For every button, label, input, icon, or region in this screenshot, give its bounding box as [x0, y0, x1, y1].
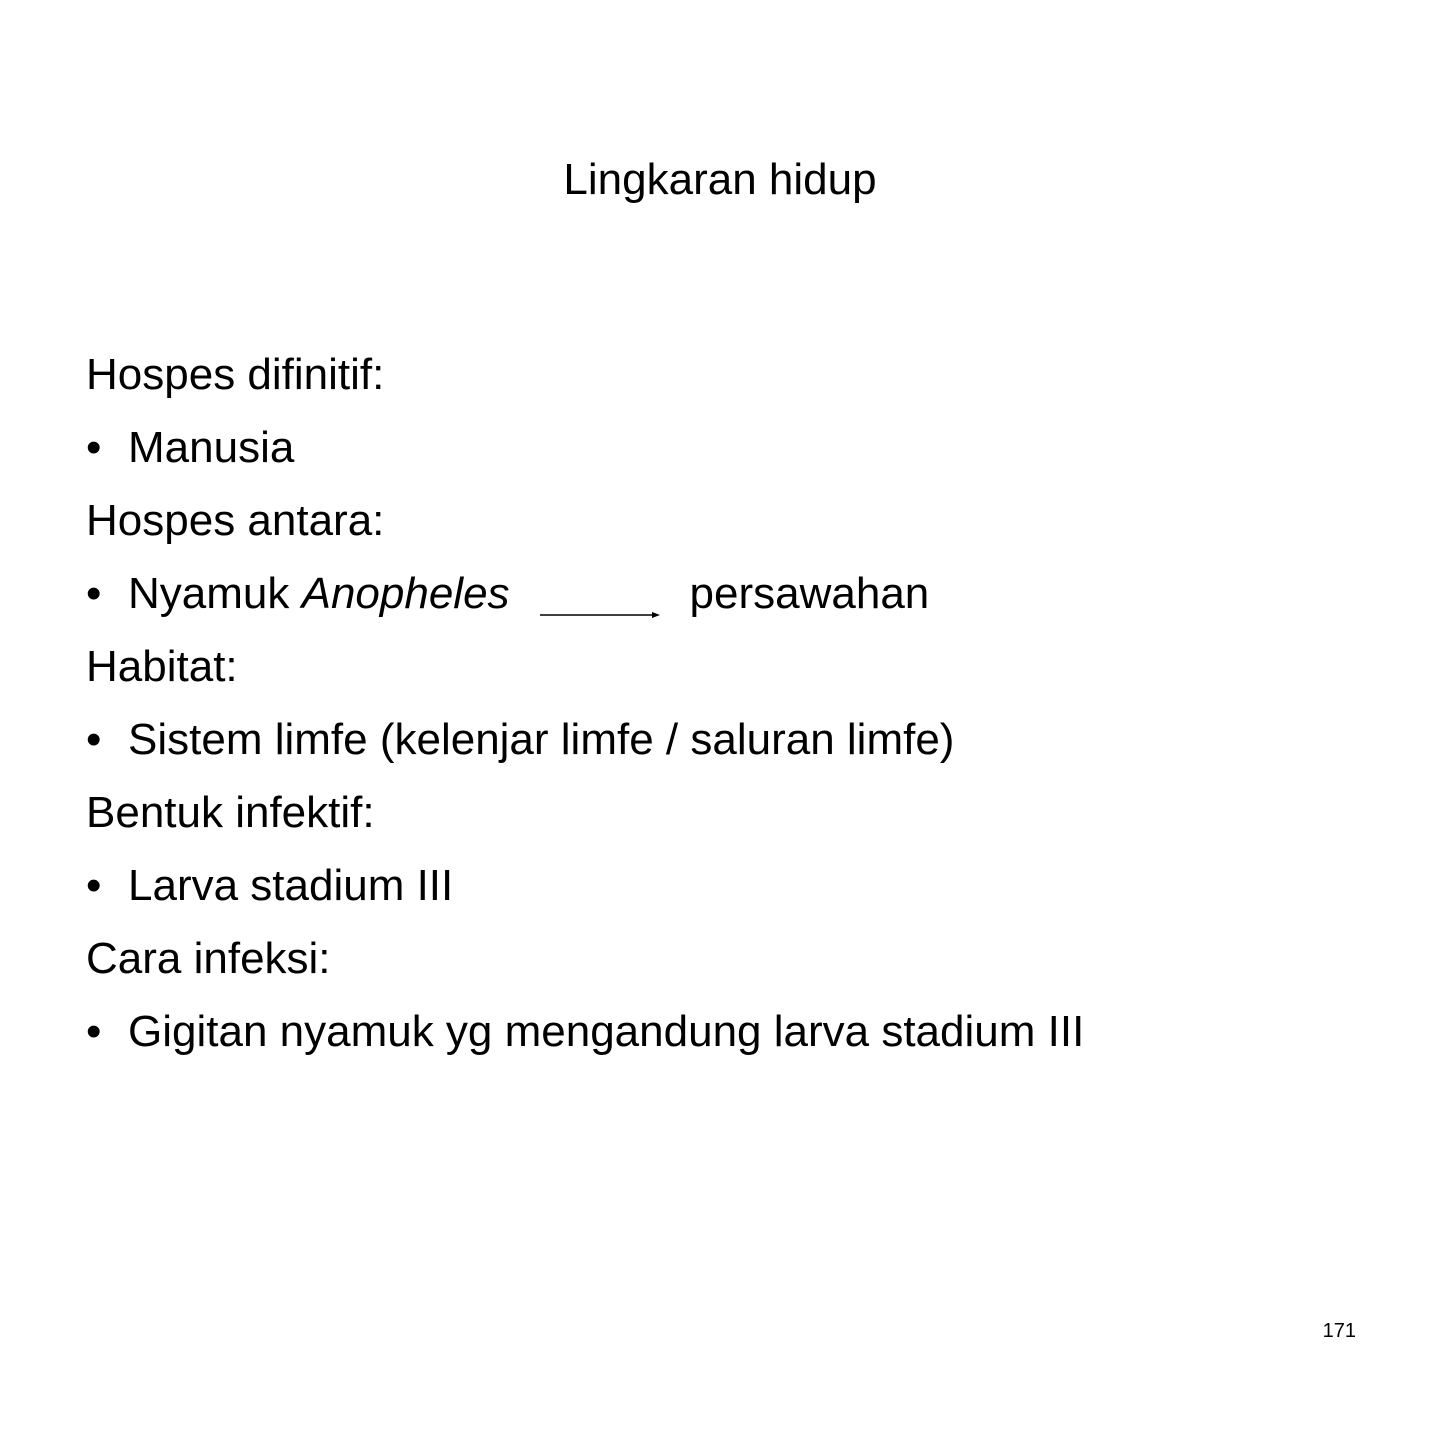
- heading-cara-infeksi: Cara infeksi:: [86, 934, 331, 983]
- heading-hospes-difinitif: Hospes difinitif:: [86, 350, 385, 399]
- heading-hospes-antara: Hospes antara:: [86, 496, 385, 545]
- bullet-symbol: •: [86, 1007, 102, 1056]
- bullet-item: [86, 709, 1386, 782]
- bullet-item: [86, 1001, 1386, 1074]
- slide-body: [86, 344, 1386, 1074]
- slide-title: Lingkaran hidup: [563, 155, 877, 204]
- heading-bentuk-infektif: Bentuk infektif:: [86, 788, 375, 837]
- bullet-text: Sistem limfe (kelenjar limfe / saluran limfe): [128, 715, 955, 764]
- right-arrow-icon: [540, 580, 660, 600]
- bullet-text: Gigitan nyamuk yg mengandung larva stadium III: [128, 1007, 1085, 1056]
- bullet-symbol: •: [86, 861, 102, 910]
- bullet-text: Manusia: [128, 423, 295, 472]
- bullet-item: [86, 855, 1386, 928]
- arrow-target-text: persawahan: [689, 569, 930, 618]
- bullet-item: [86, 563, 1386, 636]
- page-number: 171: [1322, 1320, 1356, 1342]
- heading-habitat: Habitat:: [86, 642, 238, 691]
- bullet-text-italic: Anopheles: [301, 569, 510, 618]
- bullet-text: Larva stadium III: [128, 861, 454, 910]
- bullet-symbol: •: [86, 569, 102, 618]
- bullet-symbol: •: [86, 423, 102, 472]
- bullet-item: [86, 417, 1386, 490]
- bullet-symbol: •: [86, 715, 102, 764]
- bullet-text: Nyamuk: [128, 569, 302, 618]
